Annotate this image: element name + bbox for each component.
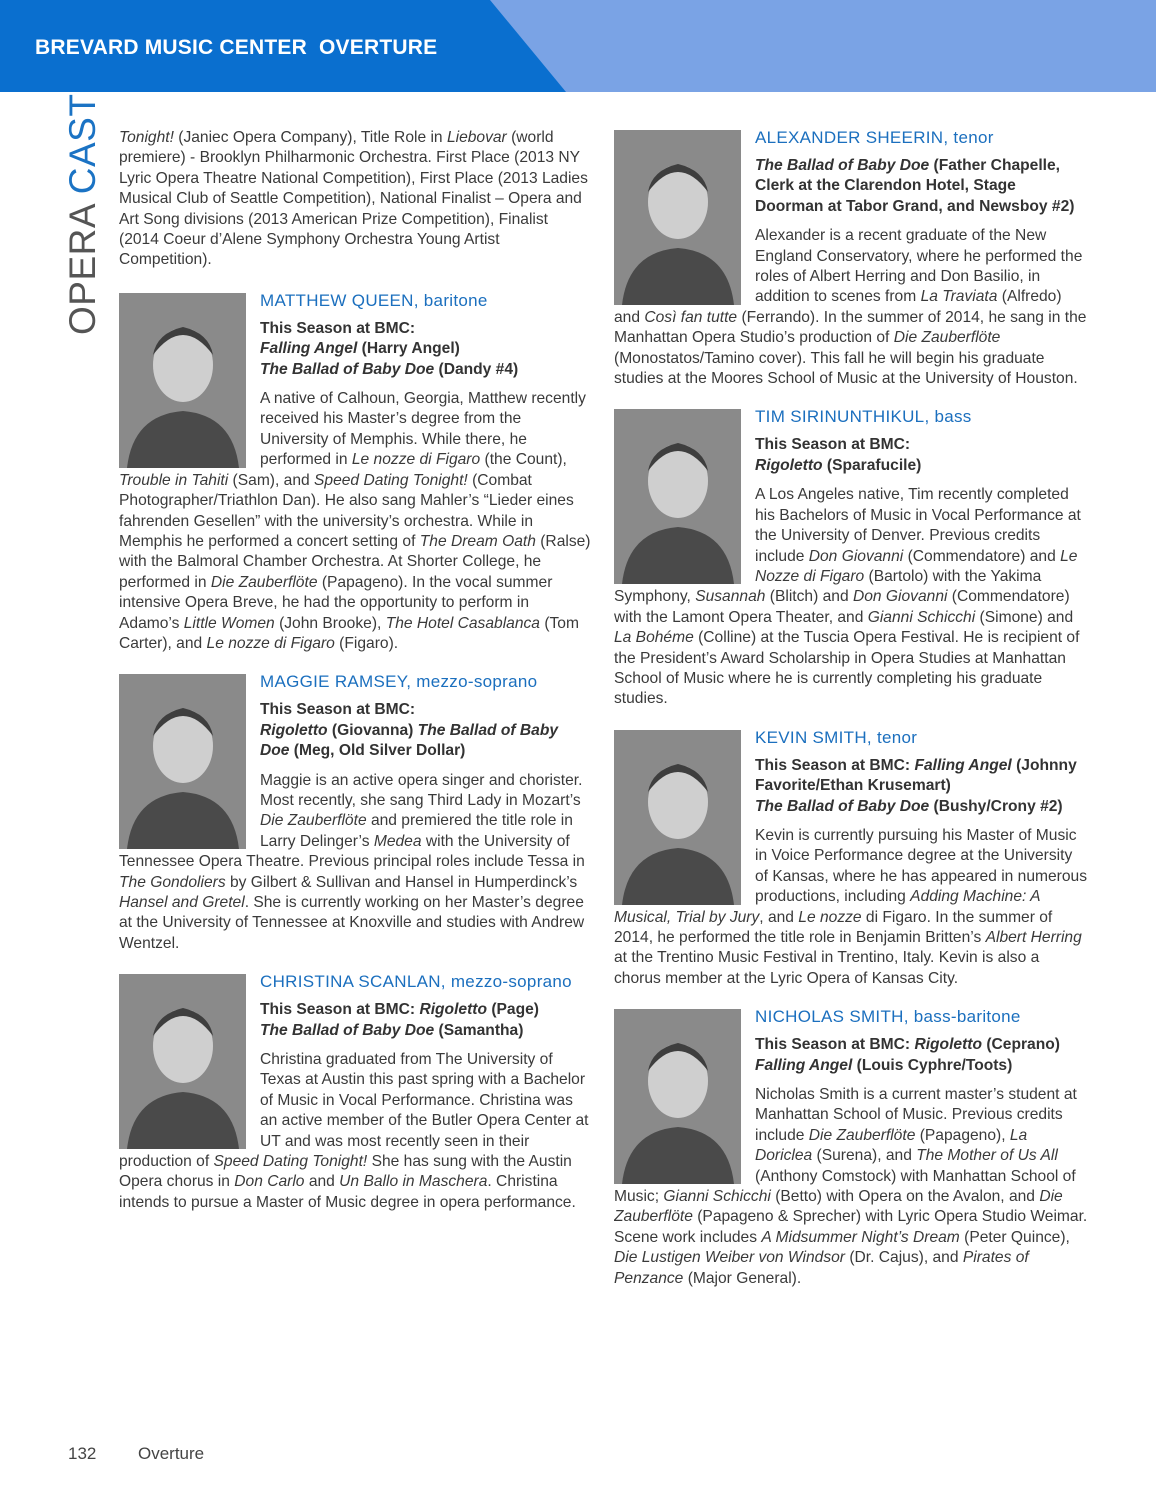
section-title-word-opera: OPERA	[62, 205, 103, 335]
voice-type: mezzo-soprano	[411, 672, 538, 692]
portrait-photo-icon	[614, 130, 741, 305]
voice-type: tenor	[948, 128, 994, 147]
cast-name-text: MAGGIE RAMSEY,	[260, 672, 412, 692]
cast-name-text: NICHOLAS SMITH,	[755, 1007, 909, 1027]
section-title-word-cast: CAST	[62, 93, 103, 195]
season-roles: This Season at BMC: Falling Angel (Johnny Favorite/Ethan Krusemart) The Ballad of Baby Doe (Bushy/Crony #2)	[755, 756, 1077, 815]
portrait-photo-icon	[614, 730, 741, 905]
footer-label: Overture	[138, 1444, 205, 1463]
season-roles: This Season at BMC: Rigoletto (Giovanna) The Ballad of Baby Doe (Meg, Old Silver Dollar)	[260, 701, 559, 760]
biography: Alexander is a recent graduate of the New England Conservatory, where he performed the roles of Albert Herring and Don Basilio, in addition to scenes from La Traviata (Alfredo) and Così fan tutte (Ferrando). In the summer of 2014, he sang in the Manhattan Opera Studio’s production of Die Zauberflöte (Monostatos/Tamino cover). This fall he will begin his graduate studies at the Moores School of Music at the University of Houston.	[614, 227, 1087, 388]
intro-paragraph: Tonight! (Janiec Opera Company), Title Role in Liebovar (world premiere) - Brooklyn Philharmonic Orchestra. First Place (2013 NY Lyric Opera Theatre National Competition), First Place (2013 Ladies Musical Club of Seattle Competition), National Finalist – Opera and Art Song divisions (2013 American Prize Competition), Finalist (2014 Coeur d’Alene Symphony Orchestra Young Artist Competition).	[119, 129, 588, 269]
season-roles: This Season at BMC: Rigoletto (Ceprano) Falling Angel (Louis Cyphre/Toots)	[755, 1036, 1060, 1074]
season-roles: The Ballad of Baby Doe (Father Chapelle, Clerk at the Clarendon Hotel, Stage Doorman at Tabor Grand, and Newsboy #2)	[755, 157, 1075, 215]
portrait-photo-icon	[119, 674, 246, 849]
biography: Christina graduated from The University of Texas at Austin this past spring with a Bachelor of Music in Vocal Performance. Christina was an active member of the Butler Opera Center at UT and was most recently seen in their production of Speed Dating Tonight! She has sung with the Austin Opera chorus in Don Carlo and Un Ballo in Maschera. Christina intends to pursue a Master of Music degree in opera performance.	[119, 1051, 589, 1211]
cast-name-text: TIM SIRINUNTHIKUL,	[755, 407, 930, 427]
season-roles: This Season at BMC: Rigoletto (Page) The Ballad of Baby Doe (Samantha)	[260, 1001, 539, 1039]
cast-entry	[614, 728, 1088, 989]
cast-entry	[119, 291, 591, 655]
biography: Nicholas Smith is a current master’s student at Manhattan School of Music. Previous credits include Die Zauberflöte (Papageno), La Doriclea (Surena), and The Mother of Us All (Anthony Comstock) with Manhattan School of Music; Gianni Schicchi (Betto) with Opera on the Avalon, and Die Zauberflöte (Papageno & Sprecher) with Lyric Opera Studio Weimar. Scene work includes A Midsummer Night’s Dream (Peter Quince), Die Lustigen Weiber von Windsor (Dr. Cajus), and Pirates of Penzance (Major General).	[614, 1086, 1088, 1287]
portrait-photo-icon	[119, 974, 246, 1149]
portrait-photo-icon	[119, 293, 246, 468]
cast-entry	[119, 672, 591, 954]
portrait-photo-icon	[614, 409, 741, 584]
cast-name-text: ALEXANDER SHEERIN,	[755, 128, 949, 147]
voice-type: baritone	[418, 290, 488, 310]
right-entries	[614, 128, 1088, 1289]
right-column	[614, 128, 1088, 1307]
season-roles: This Season at BMC: Rigoletto (Sparafucile)	[755, 436, 922, 474]
voice-type: mezzo-soprano	[445, 972, 572, 992]
biography: Kevin is currently pursuing his Master of Music in Voice Performance degree at the University of Kansas, where he has appeared in numerous productions, including Adding Machine: A Musical, Trial by Jury, and Le nozze di Figaro. In the summer of 2014, he performed the title role in Benjamin Britten’s Albert Herring at the Trentino Music Festival in Trentino, Italy. Kevin is also a chorus member at the Lyric Opera of Kansas City.	[614, 826, 1088, 987]
cast-entry	[119, 972, 591, 1213]
cast-name-text: KEVIN SMITH,	[755, 727, 872, 747]
season-roles: This Season at BMC: Falling Angel (Harry Angel) The Ballad of Baby Doe (Dandy #4)	[260, 319, 519, 378]
cast-name-text: CHRISTINA SCANLAN,	[260, 972, 446, 992]
voice-type: bass	[929, 407, 972, 427]
biography: A native of Calhoun, Georgia, Matthew recently received his Master’s degree from the University of Memphis. While there, he performed in Le nozze di Figaro (the Count), Trouble in Tahiti (Sam), and Speed Dating Tonight! (Combat Photographer/Triathlon Dan). He also sang Mahler’s “Lieder eines fahrenden Gesellen” with the university’s orchestra. While in Memphis he performed a concert setting of The Dream Oath (Ralse) with the Balmoral Chamber Orchestra. At Shorter College, he performed in Die Zauberflöte (Papageno). In the vocal summer intensive Opera Breve, he had the opportunity to perform in Adamo’s Little Women (John Brooke), The Hotel Casablanca (Tom Carter), and Le nozze di Figaro (Figaro).	[119, 390, 591, 652]
portrait-photo-icon	[614, 1009, 741, 1184]
cast-entry	[614, 407, 1088, 709]
voice-type: bass-baritone	[908, 1007, 1021, 1027]
biography: Maggie is an active opera singer and chorister. Most recently, she sang Third Lady in Mozart’s Die Zauberflöte and premiered the title role in Larry Delinger’s Medea with the University of Tennessee Opera Theatre. Previous principal roles include Tessa in The Gondoliers by Gilbert & Sullivan and Hansel in Humperdinck’s Hansel and Gretel. She is currently working on her Master’s degree at the University of Tennessee at Knoxville and studies with Andrew Wentzel.	[119, 771, 585, 952]
left-column	[119, 128, 591, 1231]
page-number: 132	[68, 1444, 97, 1463]
voice-type: tenor	[871, 727, 918, 747]
cast-name-text: MATTHEW QUEEN,	[260, 290, 419, 310]
cast-entry	[614, 128, 1088, 389]
left-entries	[119, 291, 591, 1213]
section-title-vertical	[60, 93, 110, 335]
publication-title: BREVARD MUSIC CENTER OVERTURE	[35, 36, 438, 59]
page-header	[0, 0, 1156, 92]
cast-entry	[614, 1007, 1088, 1289]
biography: A Los Angeles native, Tim recently completed his Bachelors of Music in Vocal Performance at the University of Denver. Previous credits include Don Giovanni (Commendatore) and Le Nozze di Figaro (Bartolo) with the Yakima Symphony, Susannah (Blitch) and Don Giovanni (Commendatore) with the Lamont Opera Theater, and Gianni Schicchi (Simone) and La Bohéme (Colline) at the Tuscia Opera Festival. He is recipient of the President’s Award Scholarship in Opera Studies at Manhattan School of Music where he is currently completing his graduate studies.	[614, 486, 1081, 708]
